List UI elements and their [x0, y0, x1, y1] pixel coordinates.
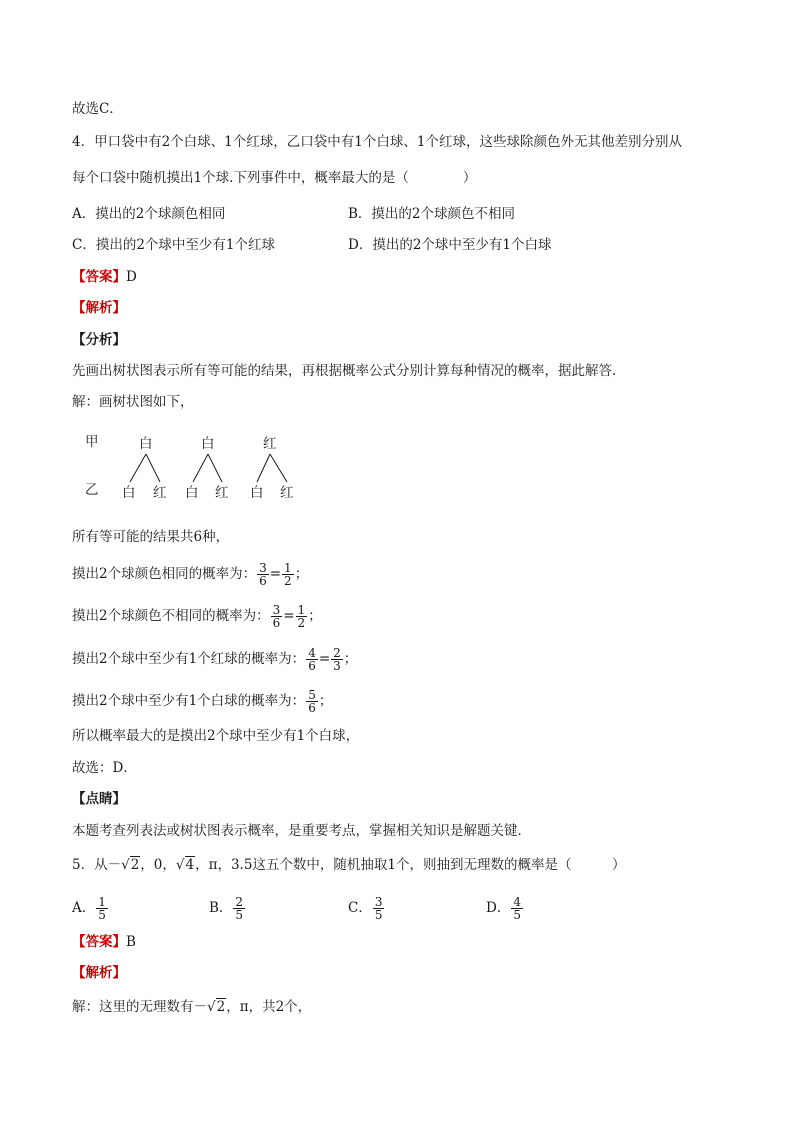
q4-option-c: C．摸出的2个球中至少有1个红球	[72, 237, 276, 253]
tree-leaf: 红	[153, 485, 167, 501]
tree-root: 红	[263, 436, 277, 452]
tree-root: 白	[139, 436, 153, 452]
q4-option-d: D．摸出的2个球中至少有1个白球	[348, 237, 552, 253]
fenxi-text: 先画出树状图表示所有等可能的结果，再根据概率公式分别计算每种情况的概率，据此解答．	[72, 363, 626, 379]
fenxi-tag: 【分析】	[72, 332, 126, 348]
sqrt-expression: √2	[121, 857, 140, 873]
answer-value: D	[126, 269, 137, 285]
probability-label: 摸出2个球中至少有1个红球的概率为：	[72, 651, 306, 667]
question-4-stem-cont: 每个口袋中随机摸出1个球.下列事件中，概率最大的是（ ）	[72, 170, 477, 186]
answer-tag: 【答案】	[72, 934, 126, 950]
tree-leaf: 红	[215, 485, 229, 501]
dianjing-text: 本题考查列表法或树状图表示概率，是重要考点，掌握相关知识是解题关键．	[72, 823, 531, 839]
q4-option-a: A．摸出的2个球颜色相同	[72, 206, 226, 222]
tree-row-yi: 乙	[85, 482, 99, 498]
solution-5: 解：这里的无理数有－√2，π，共2个，	[72, 999, 312, 1015]
question-5-stem: 5．从－√2，0，√4，π，3.5这五个数中，随机抽取1个，则抽到无理数的概率是（ ）	[72, 857, 626, 873]
tree-row-jia: 甲	[85, 434, 99, 450]
probability-line-2: 摸出2个球颜色不相同的概率为： $\frac{3}{6}$ = $\frac{1}{2}$ ；	[72, 603, 322, 630]
fraction: $\frac{5}{6}$	[308, 688, 316, 715]
question-4-stem: 4．甲口袋中有2个白球、1个红球，乙口袋中有1个白球、1个红球，这些球除颜色外无其他差别分别从	[72, 134, 682, 150]
tree-leaf: 红	[280, 485, 294, 501]
tree-leaf: 白	[185, 485, 199, 501]
fraction: $\frac{2}{3}$	[333, 646, 341, 673]
analysis-tag: 【解析】	[72, 300, 126, 316]
answer-tag: 【答案】	[72, 269, 126, 285]
analysis-tag: 【解析】	[72, 965, 126, 981]
fraction: $\frac{3}{6}$	[259, 561, 267, 588]
total-outcomes: 所有等可能的结果共6种，	[72, 529, 230, 545]
probability-label: 摸出2个球颜色相同的概率为：	[72, 566, 257, 582]
conclusion: 所以概率最大的是摸出2个球中至少有1个白球，	[72, 728, 360, 744]
fraction: $\frac{3}{6}$	[272, 603, 281, 630]
text-line: 故选C．	[72, 101, 123, 117]
q5-option-b: B． $\frac{2}{5}$	[209, 895, 244, 922]
tree-root: 白	[201, 436, 215, 452]
fraction: $\frac{1}{2}$	[284, 561, 292, 588]
probability-label: 摸出2个球中至少有1个白球的概率为：	[72, 693, 306, 709]
final-choice: 故选：D．	[72, 760, 137, 776]
q5-option-c: C． $\frac{3}{5}$	[348, 895, 383, 922]
tree-leaf: 白	[122, 485, 136, 501]
sqrt-expression: √4	[175, 857, 195, 873]
answer-value: B	[126, 934, 136, 950]
solution-intro: 解：画树状图如下，	[72, 394, 194, 410]
q5-option-a: A． $\frac{1}{5}$	[72, 895, 106, 922]
dianjing-tag: 【点睛】	[72, 791, 126, 807]
fraction: $\frac{1}{2}$	[297, 603, 306, 630]
q4-option-b: B．摸出的2个球颜色不相同	[348, 206, 516, 222]
answer-4	[72, 268, 137, 286]
tree-diagram	[0, 0, 794, 520]
probability-line-3: 摸出2个球中至少有1个红球的概率为： $\frac{4}{6}$ = $\frac{2}{3}$ ；	[72, 646, 358, 673]
q5-option-d: D． $\frac{4}{5}$	[486, 895, 521, 922]
probability-line-1: 摸出2个球颜色相同的概率为： $\frac{3}{6}$ = $\frac{1}{2}$ ；	[72, 561, 309, 588]
answer-5	[72, 933, 136, 951]
probability-line-4: 摸出2个球中至少有1个白球的概率为： $\frac{5}{6}$ ；	[72, 688, 333, 715]
fraction: $\frac{4}{6}$	[308, 646, 316, 673]
sqrt-expression: √2	[207, 999, 226, 1015]
probability-label: 摸出2个球颜色不相同的概率为：	[72, 608, 270, 624]
tree-leaf: 白	[250, 485, 264, 501]
